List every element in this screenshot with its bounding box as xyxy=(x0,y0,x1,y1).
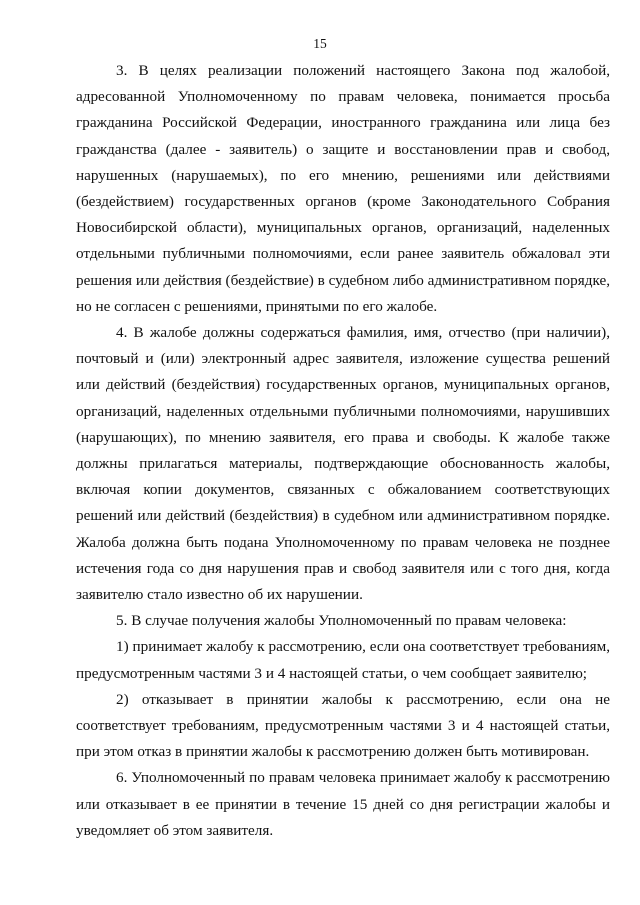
list-item-1: 1) принимает жалобу к рассмотрению, если она соответствует требованиям, предусмотренным частями 3 и 4 настоящей статьи, о чем сообщает заявителю; xyxy=(76,638,610,682)
paragraph-part-5: 5. В случае получения жалобы Уполномоченный по правам человека: xyxy=(116,612,567,630)
page-number: 15 xyxy=(313,36,327,51)
paragraph-part-4: 4. В жалобе должны содержаться фамилия, имя, отчество (при наличии), почтовый и (или) электронный адрес заявителя, изложение существа решений или действий (бездействия) государственных органов, муниципальных органов, организаций, наделенных отдельными публичными полномочиями, нарушивших (нарушающих), по мнению заявителя, его права и свободы. К жалобе также должны прилагаться материалы, подтверждающие обоснованность жалобы, включая копии документов, связанных с обжалованием соответствующих решений или действий (бездействия) в судебном или административном порядке. Жалоба должна быть подана Уполномоченному по правам человека не позднее истечения года со дня нарушения прав и свобод заявителя или с того дня, когда заявителю стало известно об их нарушении. xyxy=(76,324,610,604)
document-body xyxy=(76,58,610,844)
paragraph-part-3: 3. В целях реализации положений настоящего Закона под жалобой, адресованной Уполномоченному по правам человека, понимается просьба гражданина Российской Федерации, иностранного гражданина или лица без гражданства (далее - заявитель) о защите и восстановлении прав и свобод, нарушенных (нарушаемых), по его мнению, решениями или действиями (бездействием) государственных органов (кроме Законодательного Собрания Новосибирской области), муниципальных органов, организаций, наделенных отдельными публичными полномочиями, если ранее заявитель обжаловал эти решения или действия (бездействие) в судебном либо административном порядке, но не согласен с решениями, принятыми по его жалобе. xyxy=(76,62,610,315)
paragraph-part-6: 6. Уполномоченный по правам человека принимает жалобу к рассмотрению или отказывает в ее принятии в течение 15 дней со дня регистрации жалобы и уведомляет об этом заявителя. xyxy=(76,769,610,839)
list-item-2: 2) отказывает в принятии жалобы к рассмотрению, если она не соответствует требованиям, предусмотренным частями 3 и 4 настоящей статьи, при этом отказ в принятии жалобы к рассмотрению должен быть мотивирован. xyxy=(76,690,610,761)
